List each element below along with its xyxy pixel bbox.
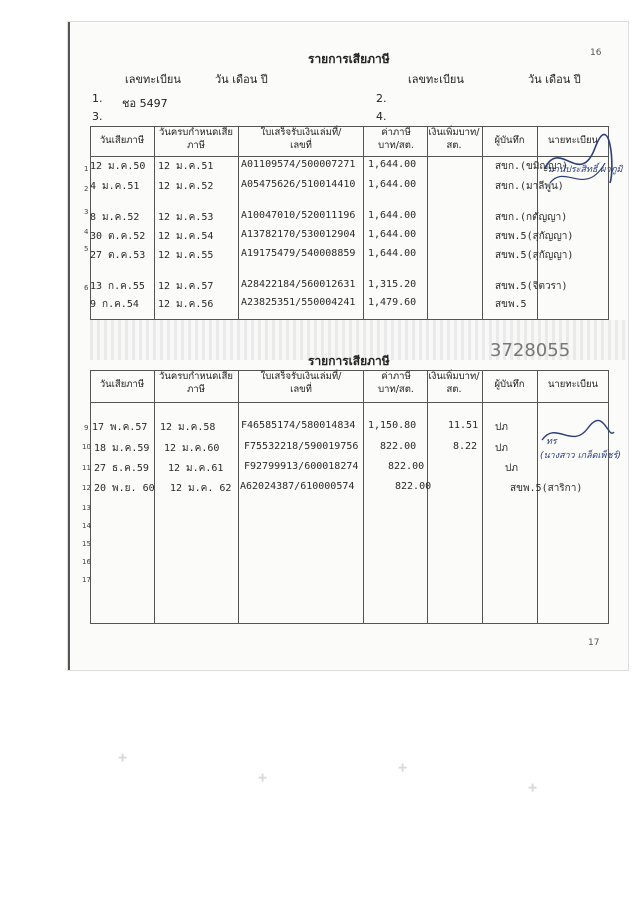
item1-value: ชอ 5497	[122, 97, 168, 110]
page-number-top: 16	[590, 48, 602, 58]
t1-recorder: สขพ.5(สุกัญญา)	[495, 250, 574, 261]
t1-date: 4 ม.ค.51	[90, 181, 140, 192]
item3-number: 3.	[92, 110, 103, 123]
t2-fine: 11.51	[448, 420, 479, 431]
signature-2: (นางสาว เกล็ดเพ็ชร์)	[540, 451, 621, 461]
t1-recorder: สขก.(กตัญญา)	[495, 212, 568, 223]
t1-date: 12 ม.ค.50	[90, 161, 146, 172]
t2-rownum-empty: 14	[82, 522, 91, 530]
t1-rownum: 1	[84, 165, 89, 173]
t1-rownum: 2	[84, 185, 89, 193]
item4-number: 4.	[376, 110, 387, 123]
th2-tax: ค่าภาษีบาท/สต.	[378, 371, 414, 395]
bleed-mark: ᐩ	[238, 771, 274, 784]
t1-receipt: A23825351/550004241	[241, 297, 356, 308]
t2-receipt: A62024387/610000574	[240, 481, 355, 492]
t1-date: 13 ก.ค.55	[90, 281, 145, 292]
th1-recorder: ผู้บันทึก	[494, 135, 525, 146]
t2-tax: 1,150.80	[368, 420, 417, 431]
t2-tax: 822.00	[395, 481, 432, 492]
t1-date: 9 ก.ค.54	[90, 299, 139, 310]
th1-tax: ค่าภาษีบาท/สต.	[378, 127, 414, 151]
t2-date: 20 พ.ย. 60	[94, 483, 155, 494]
t1-tax: 1,644.00	[368, 159, 417, 170]
t2-rownum-empty: 13	[82, 504, 91, 512]
th1-fine: เงินเพิ่มบาท/สต.	[428, 127, 480, 151]
t1-recorder: สขพ.5	[495, 299, 527, 310]
signature-scribble-1	[540, 128, 620, 198]
t1-due: 12 ม.ค.53	[158, 212, 214, 223]
t1-rownum: 3	[84, 208, 89, 216]
th1-registrar: นายทะเบียน	[547, 135, 599, 146]
t1-recorder: สขพ.5(จิตวรา)	[495, 281, 568, 292]
th1-due: วันครบกำหนดเสียภาษี	[159, 127, 233, 151]
t1-receipt: A05475626/510014410	[241, 179, 356, 190]
t1-recorder: สขก.(มาลีพูน)	[495, 181, 564, 192]
t1-tax: 1,479.60	[368, 297, 417, 308]
item1-number: 1.	[92, 92, 103, 105]
t2-date: 18 ม.ค.59	[94, 443, 150, 454]
t1-due: 12 ม.ค.56	[158, 299, 214, 310]
t2-due: 12 ม.ค.58	[160, 422, 216, 433]
t2-tax: 822.00	[388, 461, 425, 472]
bleed-mark: ᐩ	[508, 781, 544, 794]
t2-date: 27 ธ.ค.59	[94, 463, 149, 474]
t2-recorder: ปภ	[495, 422, 508, 433]
t1-recorder: สขก.(ขมิญญา)	[495, 161, 569, 172]
t1-rownum: 4	[84, 228, 89, 236]
t2-rownum-empty: 17	[82, 576, 91, 584]
t2-receipt: F75532218/590019756	[244, 441, 359, 452]
t1-due: 12 ม.ค.55	[158, 250, 214, 261]
top-section-title: รายการเสียภาษี	[308, 52, 390, 66]
t2-rownum: 11	[82, 464, 91, 472]
th2-receipt: ใบเสร็จรับเงินเล่มที่/เลขที่	[260, 371, 342, 395]
t1-date: 8 ม.ค.52	[90, 212, 140, 223]
t1-due: 12 ม.ค.54	[158, 231, 214, 242]
t1-due: 12 ม.ค.57	[158, 281, 214, 292]
bleed-mark: ᐩ	[378, 761, 414, 774]
t2-recorder: ปภ	[505, 463, 518, 474]
t1-date: 27 ต.ค.53	[90, 250, 146, 261]
page-number-bottom: 17	[588, 638, 600, 648]
th2-registrar: นายทะเบียน	[547, 379, 599, 390]
t2-fine: 8.22	[453, 441, 478, 452]
signature-3: ทร	[546, 437, 557, 447]
t1-tax: 1,644.00	[368, 248, 417, 259]
t1-tax: 1,644.00	[368, 229, 417, 240]
t1-tax: 1,644.00	[368, 179, 417, 190]
t1-tax: 1,644.00	[368, 210, 417, 221]
t2-due: 12 ม.ค. 62	[170, 483, 232, 494]
t2-due: 12 ม.ค.60	[164, 443, 220, 454]
t2-rownum-empty: 16	[82, 558, 91, 566]
t1-due: 12 ม.ค.52	[158, 181, 214, 192]
t1-rownum: 5	[84, 245, 89, 253]
bleed-mark: ᐩ	[98, 751, 134, 764]
t1-tax: 1,315.20	[368, 279, 417, 290]
decorative-band-top	[90, 320, 628, 340]
t1-receipt: A10047010/520011196	[241, 210, 356, 221]
bottom-section-title: รายการเสียภาษี	[308, 354, 390, 368]
t1-rownum: 6	[84, 284, 89, 292]
t1-receipt: A19175479/540008859	[241, 248, 356, 259]
th2-due: วันครบกำหนดเสียภาษี	[159, 371, 233, 395]
t1-date: 30 ต.ค.52	[90, 231, 146, 242]
t2-rownum: 9	[84, 424, 89, 432]
t2-rownum-empty: 15	[82, 540, 91, 548]
th2-date: วันเสียภาษี	[99, 379, 145, 390]
reg-label-1: เลขทะเบียน	[125, 73, 181, 86]
t2-rownum: 12	[82, 484, 91, 492]
t1-recorder: สขพ.5(สุกัญญา)	[495, 231, 574, 242]
reg-label-2: เลขทะเบียน	[408, 73, 464, 86]
t1-due: 12 ม.ค.51	[158, 161, 214, 172]
t2-due: 12 ม.ค.61	[168, 463, 224, 474]
t2-date: 17 พ.ค.57	[92, 422, 148, 433]
th2-recorder: ผู้บันทึก	[494, 379, 525, 390]
stamp-number: 3728055	[490, 340, 571, 361]
t1-receipt: A01109574/500007271	[241, 159, 356, 170]
t2-tax: 822.00	[380, 441, 417, 452]
t1-receipt: A13782170/530012904	[241, 229, 356, 240]
th1-date: วันเสียภาษี	[99, 135, 145, 146]
th1-receipt: ใบเสร็จรับเงินเล่มที่/เลขที่	[260, 127, 342, 151]
signature-scribble-2	[538, 410, 618, 460]
t2-rownum: 10	[82, 443, 91, 451]
t2-receipt: F46585174/580014834	[241, 420, 356, 431]
t2-receipt: F92799913/600018274	[244, 461, 359, 472]
registration-page	[68, 22, 628, 670]
tax-table-bottom	[90, 370, 609, 624]
t1-receipt: A28422184/560012631	[241, 279, 356, 290]
item2-number: 2.	[376, 92, 387, 105]
signature-1: มานัประสิทธิ์ ผาภูมิ	[548, 165, 623, 175]
th2-fine: เงินเพิ่มบาท/สต.	[428, 371, 480, 395]
t2-recorder: ปภ	[495, 443, 508, 454]
date-label-2: วัน เดือน ปี	[528, 73, 581, 86]
t2-recorder: สขพ.5(สาริกา)	[510, 483, 583, 494]
date-label-1: วัน เดือน ปี	[215, 73, 268, 86]
